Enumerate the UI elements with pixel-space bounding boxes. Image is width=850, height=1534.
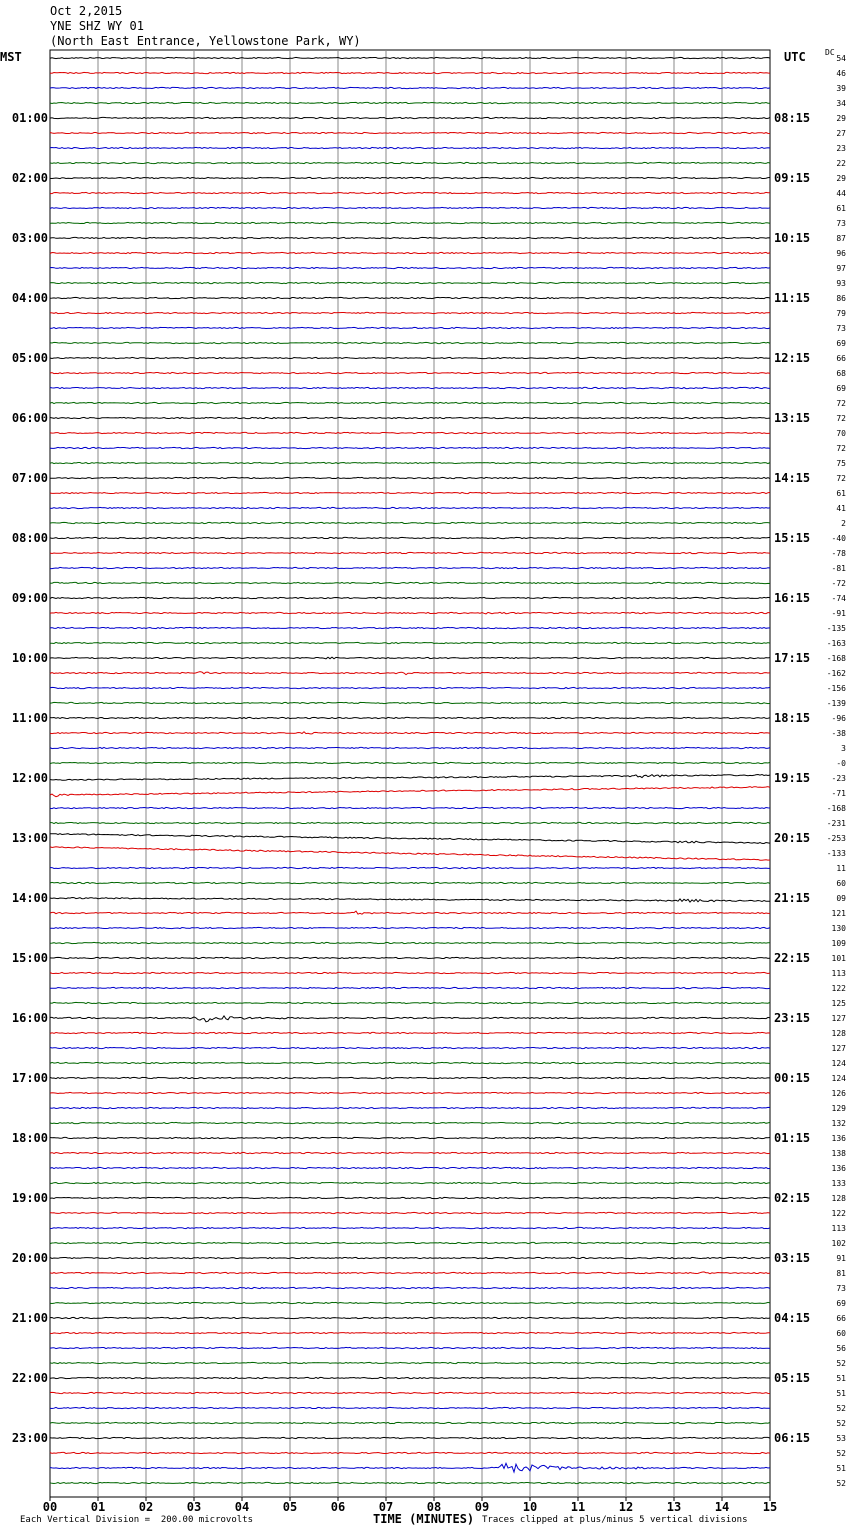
mst-label: MST xyxy=(0,50,22,64)
trace-row xyxy=(50,342,770,343)
station-location: (North East Entrance, Yellowstone Park, WY) xyxy=(50,34,361,48)
dc-offset-label: 128 xyxy=(831,1194,846,1203)
trace-row xyxy=(50,1332,770,1333)
trace-row xyxy=(50,1407,770,1408)
trace-row xyxy=(50,1452,770,1453)
trace-row xyxy=(50,282,770,283)
utc-hour-label: 03:15 xyxy=(774,1251,811,1265)
utc-hour-label: 00:15 xyxy=(774,1071,811,1085)
trace-row xyxy=(50,522,770,523)
trace-row xyxy=(50,972,770,973)
mst-hour-label: 22:00 xyxy=(11,1371,48,1385)
trace-row xyxy=(50,72,770,73)
trace-row xyxy=(50,1016,770,1022)
x-tick-label: 10 xyxy=(522,1500,538,1514)
dc-offset-label: -156 xyxy=(826,684,846,693)
trace-row xyxy=(50,312,770,313)
trace-row xyxy=(50,1272,770,1274)
dc-offset-label: 68 xyxy=(836,369,846,378)
trace-row xyxy=(50,1167,770,1168)
utc-hour-label: 20:15 xyxy=(774,831,811,845)
trace-row xyxy=(50,987,770,988)
mst-hour-label: 11:00 xyxy=(11,711,48,725)
dc-offset-label: 113 xyxy=(831,969,846,978)
utc-hour-label: 11:15 xyxy=(774,291,811,305)
mst-hour-label: 18:00 xyxy=(11,1131,48,1145)
mst-hour-label: 08:00 xyxy=(11,531,48,545)
utc-hour-label: 18:15 xyxy=(774,711,811,725)
trace-row xyxy=(50,807,770,808)
trace-row xyxy=(50,117,770,118)
mst-hour-label: 17:00 xyxy=(11,1071,48,1085)
trace-row xyxy=(50,1302,770,1303)
mst-hour-label: 13:00 xyxy=(11,831,48,845)
dc-offset-label: 72 xyxy=(836,474,846,483)
dc-offset-label: -38 xyxy=(831,729,846,738)
dc-offset-label: 124 xyxy=(831,1074,846,1083)
dc-offset-label: 132 xyxy=(831,1119,846,1128)
dc-offset-label: 129 xyxy=(831,1104,846,1113)
trace-row xyxy=(50,672,770,675)
trace-row xyxy=(50,942,770,943)
trace-row xyxy=(50,787,770,797)
trace-row xyxy=(50,1347,770,1348)
trace-row xyxy=(50,1287,770,1288)
trace-row xyxy=(50,1107,770,1108)
x-tick-label: 15 xyxy=(762,1500,778,1514)
dc-offset-label: 61 xyxy=(836,204,846,213)
dc-offset-label: 54 xyxy=(836,54,846,63)
trace-row xyxy=(50,775,770,781)
dc-offset-label: 130 xyxy=(831,924,846,933)
dc-offset-label: -133 xyxy=(826,849,846,858)
x-tick-label: 09 xyxy=(474,1500,490,1514)
utc-hour-label: 15:15 xyxy=(774,531,811,545)
utc-hour-label: 04:15 xyxy=(774,1311,811,1325)
trace-row xyxy=(50,1182,770,1183)
dc-offset-label: -78 xyxy=(831,549,846,558)
trace-row xyxy=(50,1317,770,1318)
utc-hour-label: 19:15 xyxy=(774,771,811,785)
utc-hour-label: 22:15 xyxy=(774,951,811,965)
trace-row xyxy=(50,147,770,148)
trace-row xyxy=(50,1002,770,1003)
dc-offset-label: 73 xyxy=(836,219,846,228)
dc-offset-label: 73 xyxy=(836,1284,846,1293)
trace-row xyxy=(50,537,770,538)
mst-hour-label: 10:00 xyxy=(11,651,48,665)
trace-row xyxy=(50,687,770,688)
utc-hour-label: 13:15 xyxy=(774,411,811,425)
dc-offset-label: -231 xyxy=(826,819,846,828)
dc-offset-label: 79 xyxy=(836,309,846,318)
dc-offset-label: 127 xyxy=(831,1044,846,1053)
mst-hour-label: 07:00 xyxy=(11,471,48,485)
trace-row xyxy=(50,657,770,659)
dc-offset-label: 23 xyxy=(836,144,846,153)
dc-offset-label: -162 xyxy=(826,669,846,678)
trace-row xyxy=(50,507,770,508)
trace-row xyxy=(50,1257,770,1258)
dc-offset-label: 52 xyxy=(836,1419,846,1428)
dc-offset-label: -96 xyxy=(831,714,846,723)
dc-offset-label: 34 xyxy=(836,99,846,108)
trace-row xyxy=(50,747,770,748)
dc-offset-label: -139 xyxy=(826,699,846,708)
trace-row xyxy=(50,87,770,88)
x-tick-label: 02 xyxy=(138,1500,154,1514)
trace-row xyxy=(50,1227,770,1228)
dc-offset-label: -163 xyxy=(826,639,846,648)
trace-row xyxy=(50,1197,770,1198)
dc-label: DC xyxy=(825,48,835,57)
dc-offset-label: 127 xyxy=(831,1014,846,1023)
dc-offset-label: 133 xyxy=(831,1179,846,1188)
dc-offset-label: -74 xyxy=(831,594,846,603)
trace-row xyxy=(50,1392,770,1393)
trace-row xyxy=(50,1362,770,1363)
dc-offset-label: -253 xyxy=(826,834,846,843)
trace-row xyxy=(50,898,770,903)
scale-note: Each Vertical Division = 200.00 microvolts xyxy=(20,1515,253,1525)
dc-offset-label: 53 xyxy=(836,1434,846,1443)
trace-row xyxy=(50,1152,770,1153)
trace-row xyxy=(50,102,770,103)
trace-row xyxy=(50,432,770,433)
trace-row xyxy=(50,911,770,914)
utc-hour-label: 08:15 xyxy=(774,111,811,125)
trace-row xyxy=(50,1047,770,1048)
dc-offset-label: 126 xyxy=(831,1089,846,1098)
trace-row xyxy=(50,1122,770,1123)
trace-row xyxy=(50,882,770,883)
mst-hour-label: 04:00 xyxy=(11,291,48,305)
dc-offset-label: 51 xyxy=(836,1464,846,1473)
dc-offset-label: -71 xyxy=(831,789,846,798)
trace-row xyxy=(50,1463,770,1472)
utc-hour-label: 01:15 xyxy=(774,1131,811,1145)
mst-hour-label: 19:00 xyxy=(11,1191,48,1205)
dc-offset-label: 52 xyxy=(836,1479,846,1488)
x-tick-label: 01 xyxy=(90,1500,106,1514)
trace-row xyxy=(50,237,770,238)
trace-row xyxy=(50,492,770,493)
dc-offset-label: 73 xyxy=(836,324,846,333)
dc-offset-label: 138 xyxy=(831,1149,846,1158)
mst-hour-label: 15:00 xyxy=(11,951,48,965)
trace-row xyxy=(50,252,770,253)
dc-offset-label: 11 xyxy=(836,864,846,873)
dc-offset-label: 52 xyxy=(836,1404,846,1413)
dc-offset-label: -81 xyxy=(831,564,846,573)
dc-offset-label: -0 xyxy=(836,759,846,768)
dc-offset-label: 121 xyxy=(831,909,846,918)
x-axis-title: TIME (MINUTES) xyxy=(373,1512,475,1526)
trace-row xyxy=(50,297,770,298)
dc-offset-label: 69 xyxy=(836,1299,846,1308)
dc-offset-label: 69 xyxy=(836,339,846,348)
utc-hour-label: 23:15 xyxy=(774,1011,811,1025)
dc-offset-label: 66 xyxy=(836,1314,846,1323)
utc-hour-label: 16:15 xyxy=(774,591,811,605)
dc-offset-label: 122 xyxy=(831,1209,846,1218)
trace-row xyxy=(50,447,770,448)
x-tick-label: 14 xyxy=(714,1500,730,1514)
clip-note: Traces clipped at plus/minus 5 vertical divisions xyxy=(482,1515,748,1525)
dc-offset-label: -40 xyxy=(831,534,846,543)
trace-row xyxy=(50,1242,770,1243)
dc-offset-label: 97 xyxy=(836,264,846,273)
utc-hour-label: 06:15 xyxy=(774,1431,811,1445)
trace-row xyxy=(50,357,770,358)
dc-offset-label: 3 xyxy=(841,744,846,753)
x-tick-label: 11 xyxy=(570,1500,586,1514)
mst-hour-label: 14:00 xyxy=(11,891,48,905)
dc-offset-label: -91 xyxy=(831,609,846,618)
dc-offset-label: 2 xyxy=(841,519,846,528)
utc-hour-label: 21:15 xyxy=(774,891,811,905)
trace-row xyxy=(50,1482,770,1483)
trace-row xyxy=(50,762,770,763)
trace-row xyxy=(50,927,770,928)
station-code: YNE SHZ WY 01 xyxy=(50,19,144,33)
dc-offset-label: 128 xyxy=(831,1029,846,1038)
trace-row xyxy=(50,402,770,403)
mst-hour-label: 05:00 xyxy=(11,351,48,365)
utc-hour-label: 14:15 xyxy=(774,471,811,485)
trace-row xyxy=(50,627,770,628)
dc-offset-label: -23 xyxy=(831,774,846,783)
trace-row xyxy=(50,327,770,328)
trace-row xyxy=(50,177,770,178)
trace-row xyxy=(50,717,770,718)
dc-offset-label: 27 xyxy=(836,129,846,138)
dc-offset-label: 93 xyxy=(836,279,846,288)
plot-frame xyxy=(50,50,770,1497)
dc-offset-label: 44 xyxy=(836,189,846,198)
utc-hour-label: 02:15 xyxy=(774,1191,811,1205)
dc-offset-label: 101 xyxy=(831,954,846,963)
utc-label: UTC xyxy=(784,50,806,64)
dc-offset-label: 60 xyxy=(836,1329,846,1338)
dc-offset-label: 87 xyxy=(836,234,846,243)
trace-row xyxy=(50,222,770,223)
trace-row xyxy=(50,207,770,208)
x-tick-label: 05 xyxy=(282,1500,298,1514)
dc-offset-label: 122 xyxy=(831,984,846,993)
dc-offset-label: 39 xyxy=(836,84,846,93)
trace-row xyxy=(50,597,770,598)
dc-offset-label: 09 xyxy=(836,894,846,903)
mst-hour-label: 23:00 xyxy=(11,1431,48,1445)
x-tick-label: 13 xyxy=(666,1500,682,1514)
trace-row xyxy=(50,567,770,568)
mst-hour-label: 12:00 xyxy=(11,771,48,785)
trace-row xyxy=(50,1377,770,1378)
trace-row xyxy=(50,1137,770,1138)
dc-offset-label: 51 xyxy=(836,1374,846,1383)
trace-row xyxy=(50,1062,770,1063)
mst-hour-label: 02:00 xyxy=(11,171,48,185)
trace-row xyxy=(50,834,770,844)
dc-offset-label: 52 xyxy=(836,1359,846,1368)
dc-offset-label: 70 xyxy=(836,429,846,438)
trace-row xyxy=(50,267,770,268)
trace-row xyxy=(50,417,770,418)
trace-row xyxy=(50,1092,770,1093)
utc-hour-label: 17:15 xyxy=(774,651,811,665)
dc-offset-label: 91 xyxy=(836,1254,846,1263)
mst-hour-label: 06:00 xyxy=(11,411,48,425)
trace-row xyxy=(50,462,770,463)
dc-offset-label: 46 xyxy=(836,69,846,78)
trace-row xyxy=(50,612,770,614)
dc-offset-label: 113 xyxy=(831,1224,846,1233)
x-tick-label: 08 xyxy=(426,1500,442,1514)
dc-offset-label: 72 xyxy=(836,399,846,408)
mst-hour-label: 20:00 xyxy=(11,1251,48,1265)
mst-hour-label: 03:00 xyxy=(11,231,48,245)
dc-offset-label: -135 xyxy=(826,624,846,633)
dc-offset-label: 86 xyxy=(836,294,846,303)
dc-offset-label: 29 xyxy=(836,114,846,123)
dc-offset-label: -72 xyxy=(831,579,846,588)
trace-row xyxy=(50,1212,770,1213)
mst-hour-label: 21:00 xyxy=(11,1311,48,1325)
dc-offset-label: 41 xyxy=(836,504,846,513)
trace-row xyxy=(50,57,770,58)
dc-offset-label: 72 xyxy=(836,414,846,423)
trace-row xyxy=(50,1077,770,1078)
dc-offset-label: 52 xyxy=(836,1449,846,1458)
dc-offset-label: 56 xyxy=(836,1344,846,1353)
plot-date: Oct 2,2015 xyxy=(50,4,123,18)
trace-row xyxy=(50,957,770,958)
dc-offset-label: 61 xyxy=(836,489,846,498)
mst-hour-label: 16:00 xyxy=(11,1011,48,1025)
dc-offset-label: 96 xyxy=(836,249,846,258)
x-tick-label: 03 xyxy=(186,1500,202,1514)
trace-row xyxy=(50,1437,770,1438)
dc-offset-label: 72 xyxy=(836,444,846,453)
trace-row xyxy=(50,1032,770,1033)
trace-row xyxy=(50,867,770,868)
x-tick-label: 12 xyxy=(618,1500,634,1514)
trace-row xyxy=(50,372,770,373)
dc-offset-label: 60 xyxy=(836,879,846,888)
mst-hour-label: 09:00 xyxy=(11,591,48,605)
trace-row xyxy=(50,477,770,478)
dc-offset-label: 125 xyxy=(831,999,846,1008)
trace-row xyxy=(50,702,770,703)
utc-hour-label: 12:15 xyxy=(774,351,811,365)
trace-row xyxy=(50,1422,770,1423)
trace-row xyxy=(50,192,770,193)
trace-row xyxy=(50,162,770,163)
dc-offset-label: 29 xyxy=(836,174,846,183)
dc-offset-label: 69 xyxy=(836,384,846,393)
dc-offset-label: -168 xyxy=(826,654,846,663)
x-tick-label: 06 xyxy=(330,1500,346,1514)
trace-row xyxy=(50,552,770,553)
dc-offset-label: 81 xyxy=(836,1269,846,1278)
dc-offset-label: 22 xyxy=(836,159,846,168)
dc-offset-label: 66 xyxy=(836,354,846,363)
utc-hour-label: 10:15 xyxy=(774,231,811,245)
dc-offset-label: 102 xyxy=(831,1239,846,1248)
trace-row xyxy=(50,582,770,583)
trace-row xyxy=(50,132,770,133)
trace-row xyxy=(50,822,770,823)
trace-row xyxy=(50,847,770,861)
dc-offset-label: 51 xyxy=(836,1389,846,1398)
dc-offset-label: 136 xyxy=(831,1164,846,1173)
mst-hour-label: 01:00 xyxy=(11,111,48,125)
dc-offset-label: 124 xyxy=(831,1059,846,1068)
x-tick-label: 04 xyxy=(234,1500,250,1514)
utc-hour-label: 05:15 xyxy=(774,1371,811,1385)
utc-hour-label: 09:15 xyxy=(774,171,811,185)
dc-offset-label: 75 xyxy=(836,459,846,468)
trace-row xyxy=(50,387,770,388)
dc-offset-label: 109 xyxy=(831,939,846,948)
dc-offset-label: -168 xyxy=(826,804,846,813)
trace-row xyxy=(50,642,770,643)
x-tick-label: 07 xyxy=(378,1500,394,1514)
dc-offset-label: 136 xyxy=(831,1134,846,1143)
x-tick-label: 00 xyxy=(42,1500,58,1514)
trace-row xyxy=(50,732,770,734)
